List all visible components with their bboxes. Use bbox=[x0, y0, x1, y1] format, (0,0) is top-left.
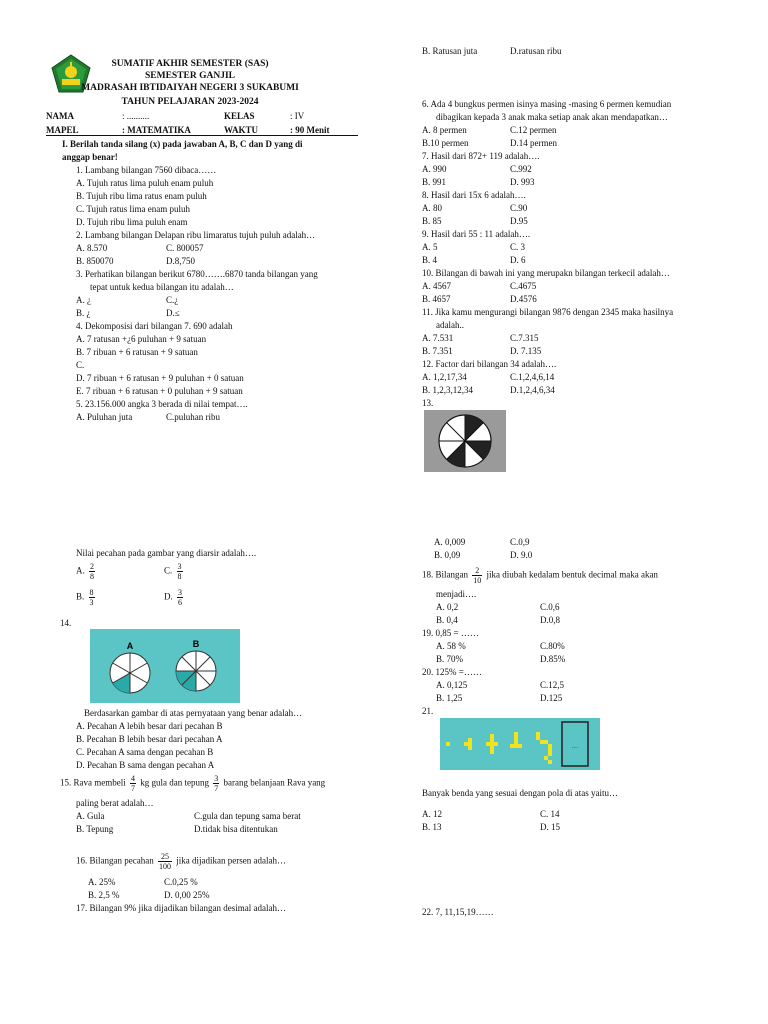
question-9: 9. Hasil dari 55 : 11 adalah…. bbox=[422, 229, 531, 239]
option-14a[interactable]: A. Pecahan A lebih besar dari pecahan B bbox=[76, 721, 223, 731]
option-7a[interactable]: A. 990 bbox=[422, 164, 447, 174]
question-21-text: Banyak benda yang sesuai dengan pola di atas yaitu… bbox=[422, 788, 618, 798]
question-10: 10. Bilangan di bawah ini yang merupakn bilangan terkecil adalah… bbox=[422, 268, 670, 278]
option-2d[interactable]: D.8,750 bbox=[166, 256, 195, 266]
option-12a[interactable]: A. 1,2,17,34 bbox=[422, 372, 467, 382]
question-6-cont: dibagikan kepada 3 anak maka setiap anak akan mendapatkan… bbox=[436, 112, 668, 122]
question-17: 17. Bilangan 9% jika dijadikan bilangan desimal adalah… bbox=[76, 903, 286, 913]
question-22: 22. 7, 11,15,19…… bbox=[422, 907, 494, 917]
option-17d[interactable]: D. 9.0 bbox=[510, 550, 533, 560]
option-18d[interactable]: D.0,8 bbox=[540, 615, 560, 625]
question-15: 15. Rava membeli $\frac{4}{7}$ kg gula dan tepung $\frac{3}{7}$ barang belanjaan Rava yang bbox=[60, 774, 326, 793]
option-14d[interactable]: D. Pecahan B sama dengan pecahan A bbox=[76, 760, 215, 770]
option-18b[interactable]: B. 0,4 bbox=[436, 615, 458, 625]
option-2b[interactable]: B. 850070 bbox=[76, 256, 114, 266]
option-4c[interactable]: C. bbox=[76, 360, 85, 370]
option-15a[interactable]: A. Gula bbox=[76, 811, 105, 821]
option-20d[interactable]: D.125 bbox=[540, 693, 563, 703]
circle-label-b: B bbox=[192, 639, 200, 649]
option-15c[interactable]: C.gula dan tepung sama berat bbox=[194, 811, 301, 821]
option-21c[interactable]: C. 14 bbox=[540, 809, 560, 819]
question-15-cont: paling berat adalah… bbox=[76, 798, 154, 808]
question-1: 1. Lambang bilangan 7560 dibaca…… bbox=[76, 165, 217, 175]
kelas-value: : IV bbox=[290, 111, 305, 121]
question-6: 6. Ada 4 bungkus permen isinya masing -masing 6 permen kemudian bbox=[422, 99, 672, 109]
fraction-13b: $\frac{8}{3}$ bbox=[89, 588, 94, 607]
option-8c[interactable]: C.90 bbox=[510, 203, 528, 213]
option-20a[interactable]: A. 0,125 bbox=[436, 680, 468, 690]
option-7d[interactable]: D. 993 bbox=[510, 177, 535, 187]
waktu-value: : 90 Menit bbox=[290, 125, 330, 135]
question-2: 2. Lambang bilangan Delapan ribu limaratus tujuh puluh adalah… bbox=[76, 230, 316, 240]
question-4: 4. Dekomposisi dari bilangan 7. 690 adalah bbox=[76, 321, 233, 331]
option-17c[interactable]: C.0,9 bbox=[510, 537, 530, 547]
shaded-circle-figure bbox=[424, 410, 506, 472]
option-9b[interactable]: B. 4 bbox=[422, 255, 438, 265]
option-9d[interactable]: D. 6 bbox=[510, 255, 526, 265]
option-12b[interactable]: B. 1,2,3,12,34 bbox=[422, 385, 474, 395]
option-19b[interactable]: B. 70% bbox=[436, 654, 463, 664]
question-20: 20. 125% =…… bbox=[422, 667, 482, 677]
option-11b[interactable]: B. 7.351 bbox=[422, 346, 453, 356]
option-4b[interactable]: B. 7 ribuan + 6 ratusan + 9 satuan bbox=[76, 347, 198, 357]
question-13: 13. bbox=[422, 398, 434, 408]
option-6d[interactable]: D.14 permen bbox=[510, 138, 557, 148]
option-8a[interactable]: A. 80 bbox=[422, 203, 442, 213]
option-13d[interactable]: D. $\frac{3}{6}$ bbox=[164, 588, 182, 607]
question-19: 19. 0,85 = …… bbox=[422, 628, 479, 638]
school-name: MADRASAH IBTIDAIYAH NEGERI 3 SUKABUMI bbox=[81, 83, 299, 93]
header-divider bbox=[46, 135, 358, 136]
option-16b[interactable]: B. 2,5 % bbox=[88, 890, 120, 900]
option-6b[interactable]: B.10 permen bbox=[422, 138, 469, 148]
option-16a[interactable]: A. 25% bbox=[88, 877, 116, 887]
option-18c[interactable]: C.0,6 bbox=[540, 602, 560, 612]
question-3-cont: tepat untuk kedua bilangan itu adalah… bbox=[90, 282, 234, 292]
answer-box-dots: ... bbox=[571, 741, 579, 750]
fraction-13c: $\frac{3}{8}$ bbox=[177, 562, 182, 581]
circle-a bbox=[110, 653, 150, 693]
option-19c[interactable]: C.80% bbox=[540, 641, 565, 651]
question-14: 14. bbox=[60, 618, 72, 628]
question-13-text: Nilai pecahan pada gambar yang diarsir adalah…. bbox=[76, 548, 257, 558]
option-1d[interactable]: D. Tujuh ribu lima puluh enam bbox=[76, 217, 188, 227]
school-year: TAHUN PELAJARAN 2023-2024 bbox=[121, 97, 259, 107]
instruction-line2: anggap benar! bbox=[62, 152, 118, 162]
option-10c[interactable]: C.4675 bbox=[510, 281, 537, 291]
option-8b[interactable]: B. 85 bbox=[422, 216, 442, 226]
question-11: 11. Jika kamu mengurangi bilangan 9876 dengan 2345 maka hasilnya bbox=[422, 307, 674, 317]
option-6c[interactable]: C.12 permen bbox=[510, 125, 557, 135]
option-20b[interactable]: B. 1,25 bbox=[436, 693, 463, 703]
fraction-circles-figure bbox=[90, 629, 240, 703]
option-17a[interactable]: A. 0,009 bbox=[434, 537, 466, 547]
option-14c[interactable]: C. Pecahan A sama dengan pecahan B bbox=[76, 747, 214, 757]
option-5b[interactable]: B. Ratusan juta bbox=[422, 46, 478, 56]
question-8: 8. Hasil dari 15x 6 adalah…. bbox=[422, 190, 526, 200]
option-12c[interactable]: C.1,2,4,6,14 bbox=[510, 372, 555, 382]
option-8d[interactable]: D.95 bbox=[510, 216, 528, 226]
option-13b[interactable]: B. $\frac{8}{3}$ bbox=[76, 588, 94, 607]
semester: SEMESTER GANJIL bbox=[144, 71, 235, 81]
option-21a[interactable]: A. 12 bbox=[422, 809, 442, 819]
option-3c[interactable]: C.¿ bbox=[166, 295, 179, 305]
option-12d[interactable]: D.1,2,4,6,34 bbox=[510, 385, 555, 395]
kelas-label: KELAS bbox=[224, 111, 255, 121]
option-2c[interactable]: C. 800057 bbox=[166, 243, 204, 253]
question-7: 7. Hasil dari 872+ 119 adalah…. bbox=[422, 151, 540, 161]
option-6a[interactable]: A. 8 permen bbox=[422, 125, 467, 135]
option-3a[interactable]: A. ¿ bbox=[76, 295, 91, 305]
option-2a[interactable]: A. 8.570 bbox=[76, 243, 108, 253]
option-1b[interactable]: B. Tujuh ribu lima ratus enam puluh bbox=[76, 191, 207, 201]
option-20c[interactable]: C.12,5 bbox=[540, 680, 565, 690]
fraction-15-tepung: $\frac{3}{7}$ bbox=[214, 774, 219, 793]
option-14b[interactable]: B. Pecahan B lebih besar dari pecahan A bbox=[76, 734, 223, 744]
option-1c[interactable]: C. Tujuh ratus lima enam puluh bbox=[76, 204, 191, 214]
option-11d[interactable]: D. 7.135 bbox=[510, 346, 542, 356]
question-21: 21. bbox=[422, 706, 434, 716]
exam-title: SUMATIF AKHIR SEMESTER (SAS) bbox=[111, 59, 269, 69]
option-4e[interactable]: E. 7 ribuan + 6 ratusan + 0 puluhan + 9 satuan bbox=[76, 386, 243, 396]
option-19a[interactable]: A. 58 % bbox=[436, 641, 466, 651]
option-21d[interactable]: D. 15 bbox=[540, 822, 560, 832]
option-3b[interactable]: B. ¿ bbox=[76, 308, 91, 318]
fraction-13a: $\frac{2}{8}$ bbox=[90, 562, 94, 581]
question-11-cont: adalah.. bbox=[436, 320, 464, 330]
option-7c[interactable]: C.992 bbox=[510, 164, 532, 174]
option-13c[interactable]: C. $\frac{3}{8}$ bbox=[164, 562, 182, 581]
option-3d[interactable]: D.≤ bbox=[166, 308, 180, 318]
option-11a[interactable]: A. 7.531 bbox=[422, 333, 454, 343]
option-5c[interactable]: C.puluhan ribu bbox=[166, 412, 220, 422]
fraction-13d: $\frac{3}{6}$ bbox=[178, 588, 182, 607]
option-18a[interactable]: A. 0,2 bbox=[436, 602, 459, 612]
option-9c[interactable]: C. 3 bbox=[510, 242, 526, 252]
question-5: 5. 23.156.000 angka 3 berada di nilai tempat…. bbox=[76, 399, 248, 409]
option-19d[interactable]: D.85% bbox=[540, 654, 566, 664]
option-13a[interactable]: A. $\frac{2}{8}$ bbox=[76, 562, 94, 581]
nama-value: : .......... bbox=[122, 111, 150, 121]
option-10a[interactable]: A. 4567 bbox=[422, 281, 451, 291]
instruction-line1: I. Berilah tanda silang (x) pada jawaban A, B, C dan D yang di bbox=[62, 139, 303, 149]
option-15d[interactable]: D.tidak bisa ditentukan bbox=[194, 824, 278, 834]
option-15b[interactable]: B. Tepung bbox=[76, 824, 114, 834]
option-10b[interactable]: B. 4657 bbox=[422, 294, 451, 304]
dot-pattern-figure bbox=[440, 718, 600, 770]
question-18: 18. Bilangan $\frac{2}{10}$ jika diubah kedalam bentuk decimal maka akan bbox=[422, 566, 658, 585]
question-18-cont: menjadi…. bbox=[436, 589, 477, 599]
question-16: 16. Bilangan pecahan $\frac{25}{100}$ jika dijadikan persen adalah… bbox=[76, 852, 286, 871]
option-10d[interactable]: D.4576 bbox=[510, 294, 537, 304]
mapel-label: MAPEL bbox=[46, 125, 79, 135]
question-14-text: Berdasarkan gambar di atas pernyataan yang benar adalah… bbox=[84, 708, 303, 718]
fraction-15-gula: $\frac{4}{7}$ bbox=[130, 774, 135, 793]
option-16c[interactable]: C.0,25 % bbox=[164, 877, 198, 887]
option-7b[interactable]: B. 991 bbox=[422, 177, 447, 187]
option-4a[interactable]: A. 7 ratusan +¿6 puluhan + 9 satuan bbox=[76, 334, 207, 344]
option-11c[interactable]: C.7.315 bbox=[510, 333, 539, 343]
fraction-16: $\frac{25}{100}$ bbox=[158, 852, 171, 871]
option-5d[interactable]: D.ratusan ribu bbox=[510, 46, 562, 56]
option-21b[interactable]: B. 13 bbox=[422, 822, 442, 832]
option-17b[interactable]: B. 0,09 bbox=[434, 550, 461, 560]
circle-8-parts bbox=[439, 415, 491, 467]
question-3: 3. Perhatikan bilangan berikut 6780…….6870 tanda bilangan yang bbox=[76, 269, 318, 279]
option-5a[interactable]: A. Puluhan juta bbox=[76, 412, 133, 422]
fraction-18: $\frac{2}{10}$ bbox=[473, 566, 482, 585]
option-4d[interactable]: D. 7 ribuan + 6 ratusan + 9 puluhan + 0 satuan bbox=[76, 373, 244, 383]
waktu-label: WAKTU bbox=[224, 125, 259, 135]
option-1a[interactable]: A. Tujuh ratus lima puluh enam puluh bbox=[76, 178, 214, 188]
option-16d[interactable]: D. 0,00 25% bbox=[164, 890, 210, 900]
question-12: 12. Factor dari bilangan 34 adalah…. bbox=[422, 359, 557, 369]
nama-label: NAMA bbox=[46, 111, 74, 121]
mapel-value: : MATEMATIKA bbox=[122, 125, 191, 135]
circle-label-a: A bbox=[126, 641, 134, 651]
circle-b bbox=[176, 651, 216, 691]
option-9a[interactable]: A. 5 bbox=[422, 242, 438, 252]
